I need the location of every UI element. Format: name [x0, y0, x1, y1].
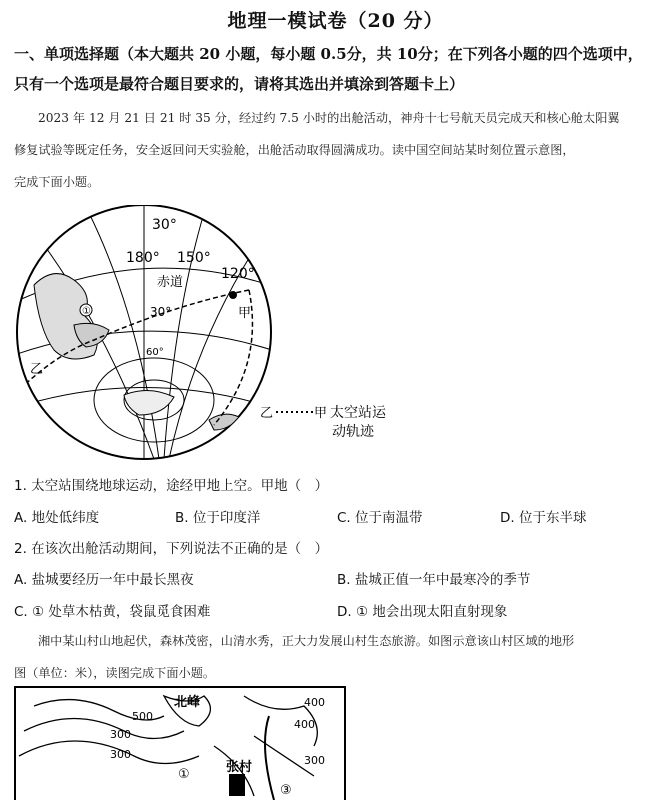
passage1-line1: 2023 年 12 月 21 日 21 时 35 分，经过约 7.5 小时的出舱活动，神舟十七号航天员完成天和核心舱太阳翼 — [38, 111, 620, 125]
q1-option-c[interactable]: C. 位于南温带 — [337, 510, 423, 526]
point-jia-marker — [229, 291, 237, 299]
legend-jia: 甲 — [314, 406, 328, 421]
legend-text-line1: 太空站运 — [330, 405, 386, 421]
question2-stem: 2. 在该次出舱活动期间，下列说法不正确的是（ ） — [14, 541, 329, 557]
map-mark-3: ③ — [280, 783, 292, 798]
passage1-line3: 完成下面小题。 — [14, 175, 100, 189]
contour-400-label-a: 400 — [304, 696, 325, 709]
map-mark-1: ① — [178, 767, 190, 782]
section-heading-line2: 只有一个选项是最符合题目要求的，请将其选出并填涂到答题卡上） — [14, 75, 465, 93]
passage1-line2: 修复试验等既定任务，安全返回问天实验舱，出舱活动取得圆满成功。读中国空间站某时刻位置示意图， — [14, 143, 575, 157]
lat-30-label: 30° — [152, 217, 177, 233]
lat-30s-label: 30° — [150, 305, 172, 319]
page-title: 地理一模试卷（20 分） — [227, 10, 444, 32]
q2-option-b[interactable]: B. 盐城正值一年中最寒冷的季节 — [337, 572, 531, 588]
lon-120-label: 120° — [221, 266, 255, 282]
contour-300-label-a: 300 — [110, 728, 131, 741]
lon-150-label: 150° — [177, 250, 211, 266]
lon-180-label: 180° — [126, 250, 160, 266]
q1-option-d[interactable]: D. 位于东半球 — [500, 510, 587, 526]
q2-option-c[interactable]: C. ① 处草木枯黄，袋鼠觅食困难 — [14, 604, 211, 620]
point-jia-label: 甲 — [238, 306, 252, 321]
equator-label: 赤道 — [157, 275, 184, 290]
peak-label: 北峰 — [174, 695, 201, 710]
contour-300-label-b: 300 — [110, 748, 131, 761]
q2-option-d[interactable]: D. ① 地会出现太阳直射现象 — [337, 604, 508, 620]
point-1-label: ① — [82, 306, 91, 317]
section-heading-line1: 一、单项选择题（本大题共 20 小题，每小题 0.5分，共 10分；在下列各小题的四个选项中， — [14, 45, 643, 63]
lat-60s-label: 60° — [146, 347, 164, 358]
contour-300-label-c: 300 — [304, 754, 325, 767]
q1-option-b[interactable]: B. 位于印度洋 — [175, 510, 261, 526]
q1-option-a[interactable]: A. 地处低纬度 — [14, 510, 100, 526]
q2-option-a[interactable]: A. 盐城要经历一年中最长黑夜 — [14, 572, 194, 588]
village-label: 张村 — [226, 760, 253, 775]
contour-500-label: 500 — [132, 710, 153, 723]
point-yi-label: 乙 — [30, 362, 44, 377]
passage2-line1: 湘中某山村山地起伏，森林茂密，山清水秀，正大力发展山村生态旅游。如图示意该山村区域的地形 — [38, 634, 575, 648]
orbit-legend — [260, 404, 387, 440]
passage2-line2: 图（单位：米），读图完成下面小题。 — [14, 666, 216, 680]
contour-400-label-b: 400 — [294, 718, 315, 731]
space-station-globe-figure — [14, 205, 434, 460]
legend-text-line2: 动轨迹 — [332, 424, 374, 440]
question1-stem: 1. 太空站围绕地球运动，途经甲地上空。甲地（ ） — [14, 478, 329, 494]
topographic-map-figure — [14, 686, 346, 800]
legend-yi: 乙 — [260, 406, 274, 421]
